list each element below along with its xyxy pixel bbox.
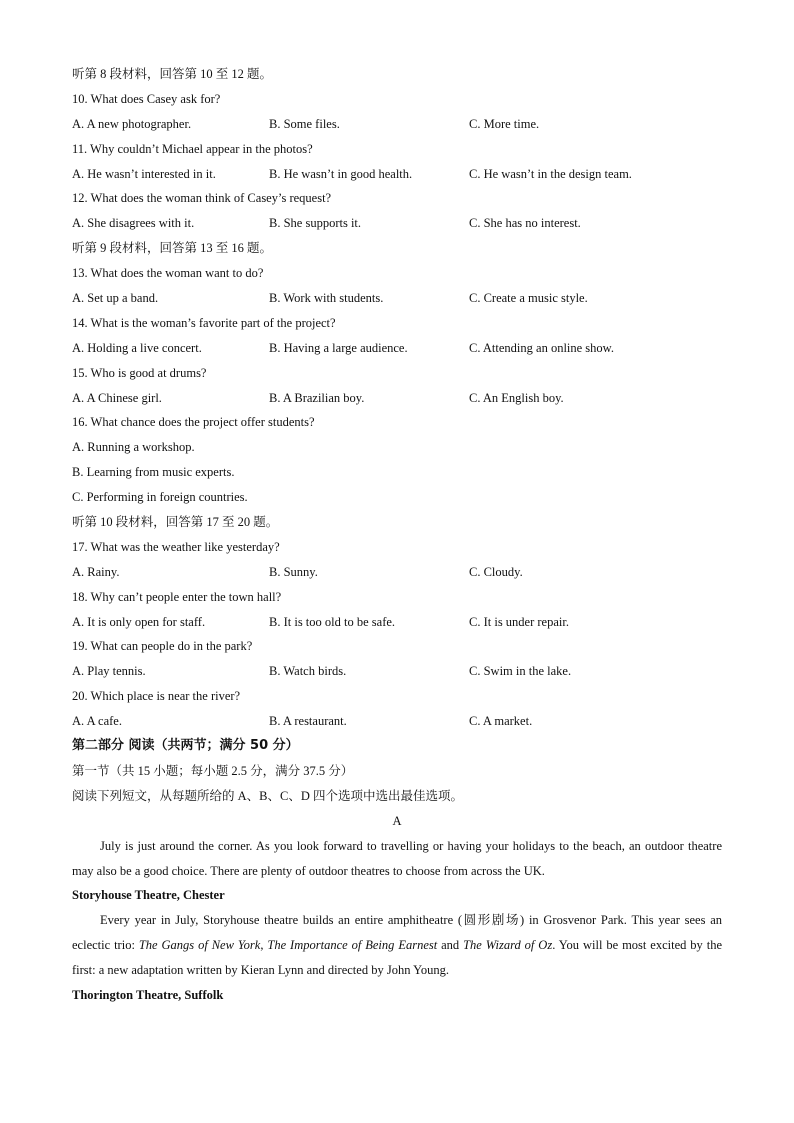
option-c: C. More time. — [469, 116, 540, 131]
option-b: B. Having a large audience. — [269, 340, 408, 355]
options-13 — [72, 286, 722, 311]
option-a: A. Holding a live concert. — [72, 340, 202, 355]
option-c: C. He wasn’t in the design team. — [469, 166, 632, 181]
question-19: 19. What can people do in the park? — [72, 639, 253, 654]
option-b: B. Work with students. — [269, 291, 384, 306]
question-12: 12. What does the woman think of Casey’s request? — [72, 191, 332, 206]
option-b: B. Some files. — [269, 116, 340, 131]
reading-instruction: 阅读下列短文，从每题所给的 A、B、C、D 四个选项中选出最佳选项。 — [72, 788, 463, 803]
question-18: 18. Why can’t people enter the town hall? — [72, 589, 282, 604]
option-b: B. Sunny. — [269, 564, 318, 579]
options-17 — [72, 560, 722, 585]
section-title: 第一节（共 15 小题；每小题 2.5 分，满分 37.5 分） — [72, 763, 354, 778]
option-b: B. A restaurant. — [269, 714, 347, 729]
group10-intro: 听第 10 段材料，回答第 17 至 20 题。 — [72, 515, 279, 530]
separator: , — [260, 938, 268, 953]
option-a: A. She disagrees with it. — [72, 216, 195, 231]
option-b: B. Watch birds. — [269, 664, 347, 679]
option-a: A. A Chinese girl. — [72, 390, 162, 405]
theatre-1-text-start: Every year in July, Storyhouse theatre builds an entire amphitheatre (圆形剧场) in Grosvenor Park. This year sees an eclectic trio: — [72, 913, 722, 953]
option-a: A. Rainy. — [72, 564, 120, 579]
options-20 — [72, 709, 722, 734]
intro-paragraph: July is just around the corner. As you look forward to travelling or having your holidays to the beach, an outdoor theatre may also be a good choice. There are plenty of outdoor theatres to choose from across the UK. — [72, 838, 722, 878]
question-14: 14. What is the woman’s favorite part of the project? — [72, 315, 336, 330]
title-wizard-of-oz: The Wizard of Oz — [463, 938, 553, 953]
group8-intro: 听第 8 段材料，回答第 10 至 12 题。 — [72, 67, 273, 81]
option-16-a: A. Running a workshop. — [72, 440, 195, 455]
title-importance-of-being-earnest: The Importance of Being Earnest — [267, 938, 438, 953]
options-18 — [72, 610, 722, 635]
group9-intro: 听第 9 段材料，回答第 13 至 16 题。 — [72, 241, 273, 256]
options-11 — [72, 162, 722, 187]
option-c: C. It is under repair. — [469, 614, 569, 629]
theatre-1-text-end: . You will be most excited by the first: a new adaptation written by Kieran Lynn and directed by John Young. — [72, 938, 722, 978]
option-b: B. She supports it. — [269, 216, 362, 231]
option-16-b: B. Learning from music experts. — [72, 465, 235, 480]
option-a: A. Set up a band. — [72, 291, 159, 306]
question-17: 17. What was the weather like yesterday? — [72, 539, 280, 554]
option-c: C. Attending an online show. — [469, 340, 615, 355]
option-c: C. Swim in the lake. — [469, 664, 572, 679]
options-12 — [72, 211, 722, 236]
separator: and — [437, 938, 464, 953]
option-a: A. Play tennis. — [72, 664, 146, 679]
part-title: 第二部分 阅读（共两节；满分 50 分） — [72, 738, 299, 754]
option-a: A. He wasn’t interested in it. — [72, 166, 216, 181]
option-b: B. A Brazilian boy. — [269, 390, 365, 405]
option-c: C. An English boy. — [469, 390, 564, 405]
theatre-1-name: Storyhouse Theatre, Chester — [72, 888, 225, 903]
theatre-2-name: Thorington Theatre, Suffolk — [72, 988, 224, 1003]
options-15 — [72, 386, 722, 411]
options-10 — [72, 112, 722, 137]
option-c: C. She has no interest. — [469, 216, 581, 231]
option-c: C. Cloudy. — [469, 564, 523, 579]
option-a: A. A cafe. — [72, 714, 122, 729]
option-16-c: C. Performing in foreign countries. — [72, 490, 248, 505]
option-a: A. A new photographer. — [72, 116, 192, 131]
theatre-1-paragraph — [72, 908, 722, 983]
option-c: C. Create a music style. — [469, 291, 588, 306]
question-15: 15. Who is good at drums? — [72, 365, 207, 380]
option-b: B. It is too old to be safe. — [269, 614, 396, 629]
question-10: 10. What does Casey ask for? — [72, 91, 221, 106]
question-16: 16. What chance does the project offer students? — [72, 415, 315, 430]
option-b: B. He wasn’t in good health. — [269, 166, 413, 181]
question-11: 11. Why couldn’t Michael appear in the photos? — [72, 141, 313, 156]
options-14 — [72, 336, 722, 361]
options-19 — [72, 659, 722, 684]
question-13: 13. What does the woman want to do? — [72, 266, 264, 281]
question-20: 20. Which place is near the river? — [72, 689, 241, 704]
passage-label: A — [392, 813, 402, 828]
option-c: C. A market. — [469, 714, 533, 729]
title-gangs-of-new-york: The Gangs of New York — [138, 938, 261, 953]
exam-page — [72, 62, 722, 1008]
option-a: A. It is only open for staff. — [72, 614, 206, 629]
